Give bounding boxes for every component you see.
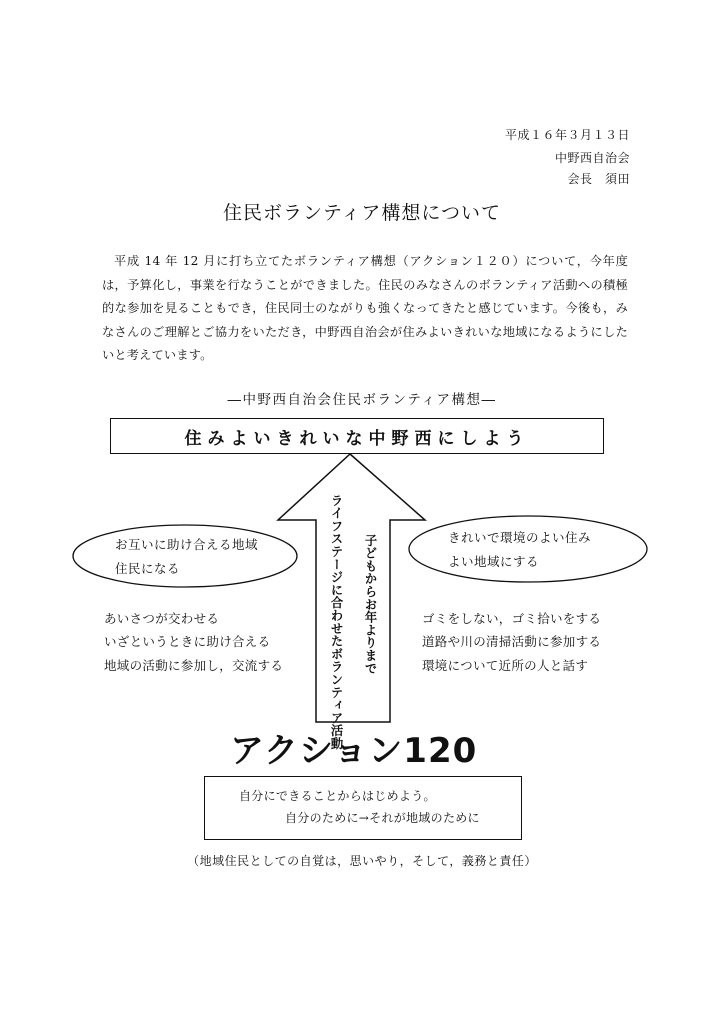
- left-ellipse-line2: 住民になる: [115, 561, 181, 576]
- right-ellipse-line1: きれいで環境のよい住み: [448, 530, 592, 545]
- author-name: 会長 須田: [567, 172, 630, 186]
- arrow-text-lifestage: ライフステージに合わせたボランティア活動: [329, 494, 343, 750]
- list-item: 環境について近所の人と話す: [422, 657, 589, 673]
- list-item: あいさつが交わせる: [104, 611, 220, 626]
- goal-box: [110, 418, 604, 454]
- left-activity-list: [104, 607, 283, 677]
- document-title: 住民ボランティア構想について: [222, 202, 502, 224]
- list-item: いざというときに助け合える: [104, 634, 271, 650]
- list-item: 道路や川の清掃活動に参加する: [422, 634, 602, 650]
- right-ellipse-text: [448, 526, 591, 574]
- action-title: アクション120: [230, 731, 478, 771]
- diagram-subtitle: ―中野西自治会住民ボランティア構想―: [227, 392, 497, 408]
- right-ellipse-line2: よい地域にする: [448, 554, 540, 569]
- motto-line-2: 自分のために→それが地域のために: [285, 811, 480, 825]
- arrow-text-all-ages: 子どもからお年よりまで: [363, 534, 377, 675]
- left-ellipse-line1: お互いに助け合える地域: [115, 537, 259, 552]
- list-item: ゴミをしない，ゴミ拾いをする: [422, 611, 602, 626]
- document-date: 平成１６年３月１３日: [504, 128, 630, 142]
- organization-name: 中野西自治会: [554, 151, 630, 165]
- upward-arrow: [270, 452, 430, 732]
- footer-note: （地域住民としての自覚は，思いやり，そして，義務と責任）: [187, 854, 537, 868]
- goal-text: 住みよいきれいな中野西にしよう: [184, 428, 530, 449]
- arrow-shape: [278, 454, 425, 722]
- motto-line-1: 自分にできることからはじめよう。: [239, 789, 436, 803]
- motto-box: [204, 776, 522, 840]
- list-item: 地域の活動に参加し，交流する: [104, 657, 284, 673]
- right-activity-list: [422, 607, 601, 677]
- left-ellipse-text: [115, 533, 258, 581]
- intro-paragraph: 平成 14 年 12 月に打ち立てたボランティア構想（アクション１２０）について，今年度は，予算化し，事業を行なうことができました。住民のみなさんのボランティア活動への積極的な参加を見ることもでき，住民同士のながりも強くなってきたと感じています。今後も，みなさんのご理解とご協力をいただき，中野西自治会が住みよいきれいな地域になるようにしたいと考えています。: [102, 254, 628, 362]
